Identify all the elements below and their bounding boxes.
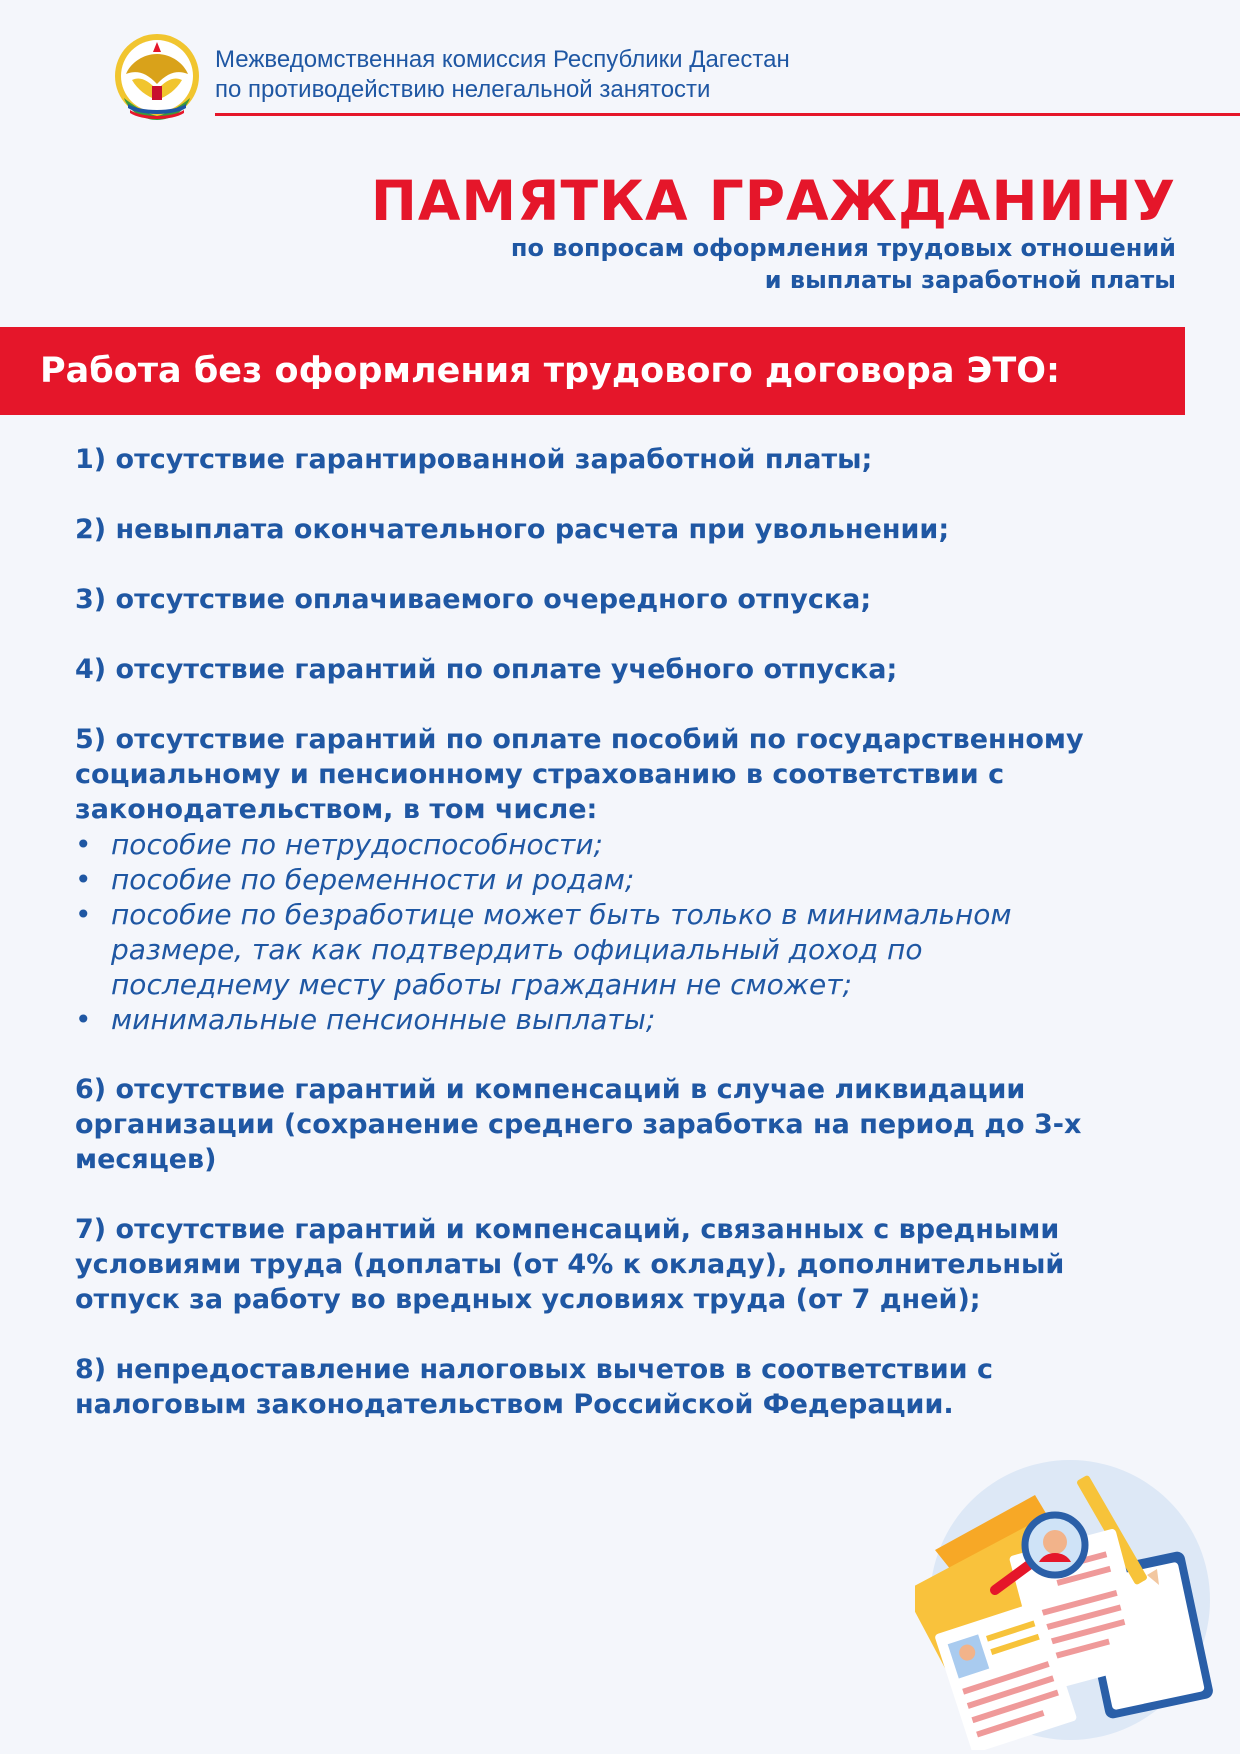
list-item-text: законодательством, в том числе: [75,794,598,825]
list-item-text: организации (сохранение среднего заработка на период до 3-х [75,1109,1082,1140]
organization-name [215,45,790,105]
list-item-text: условиями труда (доплаты (от 4% к окладу), дополнительный [75,1249,1065,1280]
list-item-text: месяцев) [75,1144,217,1175]
benefits-sublist [75,827,1165,1037]
list-item-text: 3) отсутствие оплачиваемого очередного отпуска; [75,584,872,615]
list-item-text: 6) отсутствие гарантий и компенсаций в случае ликвидации [75,1074,1026,1105]
list-item [75,442,1165,477]
list-item-text: налоговым законодательством Российской Федерации. [75,1389,954,1420]
list-item-text: 1) отсутствие гарантированной заработной платы; [75,444,873,475]
dagestan-coat-of-arms-icon [112,30,202,122]
list-item [75,1212,1165,1317]
sublist-item: • минимальные пенсионные выплаты; [75,1002,1165,1037]
page-subtitle [511,232,1176,296]
list-item-text: социальному и пенсионному страхованию в соответствии с [75,759,1005,790]
list-item [75,722,1165,1037]
list-item [75,1352,1165,1422]
list-item-text: 5) отсутствие гарантий по оплате пособий по государственному [75,724,1084,755]
consequences-list [75,442,1165,1422]
organization-line: Межведомственная комиссия Республики Дагестан [215,46,790,73]
section-heading: Работа без оформления трудового договора ЭТО: [40,351,1060,391]
section-banner [0,327,1185,415]
list-item-text: 4) отсутствие гарантий по оплате учебного отпуска; [75,654,898,685]
header-divider [215,113,1240,116]
list-item [75,582,1165,617]
list-item-text: 2) невыплата окончательного расчета при увольнении; [75,514,950,545]
list-item-text: отпуск за работу во вредных условиях труда (от 7 дней); [75,1284,981,1315]
list-item [75,512,1165,547]
subtitle-line: и выплаты заработной платы [764,266,1176,294]
documents-magnifier-illustration [915,1450,1215,1750]
list-item-text: 8) непредоставление налоговых вычетов в соответствии с [75,1354,993,1385]
sublist-item: • пособие по безработице может быть только в минимальном размере, так как подтвердить официальный доход по последнему месту работы гражданин не сможет; [75,897,1165,1002]
sublist-item: • пособие по беременности и родам; [75,862,1165,897]
page-title: ПАМЯТКА ГРАЖДАНИНУ [370,169,1176,233]
sublist-item: • пособие по нетрудоспособности; [75,827,1165,862]
list-item [75,652,1165,687]
list-item-text: 7) отсутствие гарантий и компенсаций, связанных с вредными [75,1214,1060,1245]
list-item [75,1072,1165,1177]
organization-line: по противодействию нелегальной занятости [215,76,711,103]
subtitle-line: по вопросам оформления трудовых отношений [510,234,1176,262]
